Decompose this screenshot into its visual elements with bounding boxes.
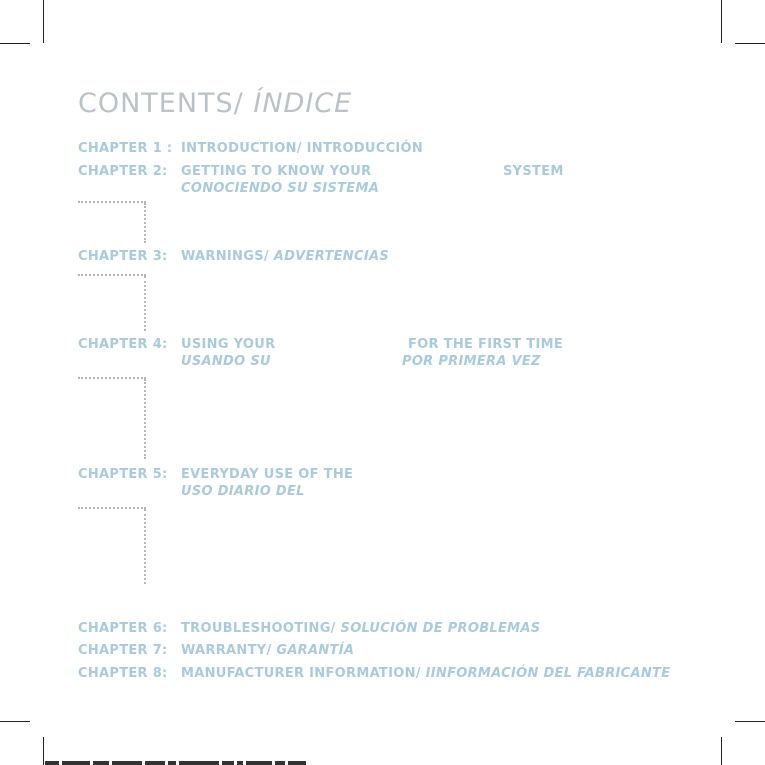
dotted-rule <box>144 509 146 584</box>
chapter-title-es: IINFORMACIÓN DEL FABRICANTE <box>425 666 671 681</box>
chapter-title-es-tail: POR PRIMERA VEZ <box>402 354 541 369</box>
page-title <box>78 88 352 119</box>
dotted-rule <box>78 507 146 509</box>
crop-mark-tl-h <box>0 43 30 44</box>
chapter-title-en-tail: FOR THE FIRST TIME <box>408 337 564 352</box>
chapter-title-en: USING YOUR <box>181 337 276 352</box>
chapter-title-es: ADVERTENCIAS <box>273 249 389 264</box>
chapter-title-en: GETTING TO KNOW YOUR <box>181 164 372 179</box>
crop-mark-tr-h <box>735 43 765 44</box>
crop-mark-tl-v <box>43 0 44 43</box>
chapter-label: CHAPTER 8: <box>78 666 168 681</box>
chapter-title <box>181 621 540 636</box>
chapter-title-es: GARANTÍA <box>276 643 355 658</box>
chapter-title-en: INTRODUCTION/ INTRODUCCIÓN <box>181 141 424 156</box>
chapter-label: CHAPTER 4: <box>78 337 168 352</box>
chapter-title <box>181 666 670 681</box>
dotted-rule <box>144 379 146 459</box>
chapter-label: CHAPTER 2: <box>78 164 168 179</box>
dotted-rule <box>144 276 146 331</box>
chapter-label: CHAPTER 7: <box>78 643 168 658</box>
crop-mark-bl-v <box>43 737 44 765</box>
chapter-title <box>181 249 389 264</box>
crop-mark-tr-v <box>721 0 722 43</box>
chapter-title-es: USANDO SU <box>181 354 271 369</box>
chapter-title-en: TROUBLESHOOTING/ <box>181 621 336 636</box>
dotted-rule <box>144 203 146 243</box>
dotted-rule <box>78 274 146 276</box>
dotted-rule <box>78 201 146 203</box>
chapter-title-es: USO DIARIO DEL <box>181 484 305 499</box>
dotted-rule <box>78 377 146 379</box>
crop-mark-br-h <box>735 721 765 722</box>
chapter-title-en-tail: SYSTEM <box>503 164 564 179</box>
chapter-title-en: EVERYDAY USE OF THE <box>181 467 354 482</box>
chapter-title-en: WARNINGS/ <box>181 249 269 264</box>
crop-mark-br-v <box>721 737 722 765</box>
chapter-label: CHAPTER 5: <box>78 467 168 482</box>
chapter-title-es: SOLUCIÓN DE PROBLEMAS <box>340 621 541 636</box>
chapter-label: CHAPTER 1 : <box>78 141 173 156</box>
chapter-title-en: MANUFACTURER INFORMATION/ <box>181 666 421 681</box>
chapter-label: CHAPTER 6: <box>78 621 168 636</box>
chapter-title <box>181 643 354 658</box>
chapter-title-es: CONOCIENDO SU SISTEMA <box>181 181 380 196</box>
chapter-title-en: WARRANTY/ <box>181 643 272 658</box>
print-registration-strip <box>45 761 485 765</box>
crop-mark-bl-h <box>0 721 30 722</box>
chapter-label: CHAPTER 3: <box>78 249 168 264</box>
title-alt: ÍNDICE <box>253 88 353 119</box>
title-main: CONTENTS/ <box>78 88 244 119</box>
